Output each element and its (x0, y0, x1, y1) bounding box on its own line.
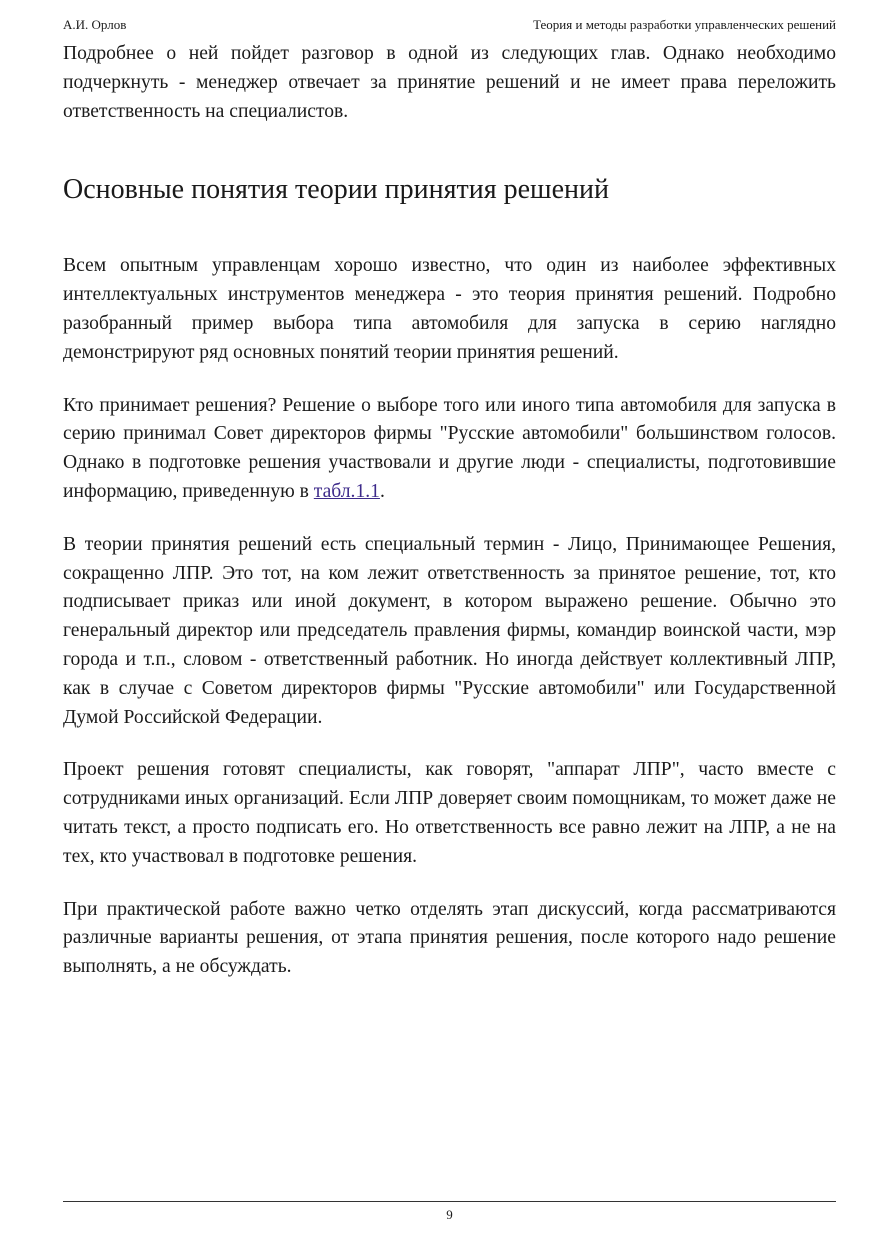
paragraph-2-text: Кто принимает решения? Решение о выборе того или иного типа автомобиля для запуска в серию принимал Совет директоров фирмы "Русские автомобили" большинством голосов. Однако в подготовке решения участвовали и другие люди - специалисты, подготовившие информацию, приведенную в (63, 394, 836, 502)
intro-paragraph: Подробнее о ней пойдет разговор в одной из следующих глав. Однако необходимо подчеркнуть - менеджер отвечает за принятие решений и не имеет права переложить ответственность на специалистов. (63, 43, 836, 122)
paragraph-5: При практической работе важно четко отделять этап дискуссий, когда рассматриваются различные варианты решения, от этапа принятия решения, после которого надо решение выполнять, а не обсуждать. (63, 898, 836, 978)
page-number: 9 (446, 1207, 453, 1222)
paragraph-1: Всем опытным управленцам хорошо известно, что один из наиболее эффективных интеллектуальных инструментов менеджера - это теория принятия решений. Подробно разобранный пример выбора типа автомобиля для запуска в серию наглядно демонстрируют ряд основных понятий теории принятия решений. (63, 255, 836, 363)
header-book-title: Теория и методы разработки управленческих решений (533, 17, 836, 32)
running-header (63, 16, 836, 34)
footer-divider (63, 1201, 836, 1202)
table-reference-link[interactable]: табл.1.1 (313, 480, 380, 502)
section-title: Основные понятия теории принятия решений (63, 174, 609, 206)
paragraph-2-end: . (379, 480, 385, 502)
paragraph-2 (63, 392, 836, 507)
paragraph-4: Проект решения готовят специалисты, как говорят, "аппарат ЛПР", часто вместе с сотрудниками иных организаций. Если ЛПР доверяет своим помощникам, то может даже не читать текст, а просто подписать его. Но ответственность все равно лежит на ЛПР, а не на тех, кто участвовал в подготовке решения. (63, 759, 836, 867)
paragraph-3: В теории принятия решений есть специальный термин - Лицо, Принимающее Решения, сокращенно ЛПР. Это тот, на ком лежит ответственность за принятое решение, тот, кто подписывает приказ или иной документ, в котором выражено решение. Обычно это генеральный директор или председатель правления фирмы, командир воинской части, мэр города и т.п., словом - ответственный работник. Но иногда действует коллективный ЛПР, как в случае с Советом директоров фирмы "Русские автомобили" или Государственной Думой Российской Федерации. (63, 533, 836, 728)
header-author: А.И. Орлов (63, 17, 127, 32)
page-content (63, 40, 836, 982)
